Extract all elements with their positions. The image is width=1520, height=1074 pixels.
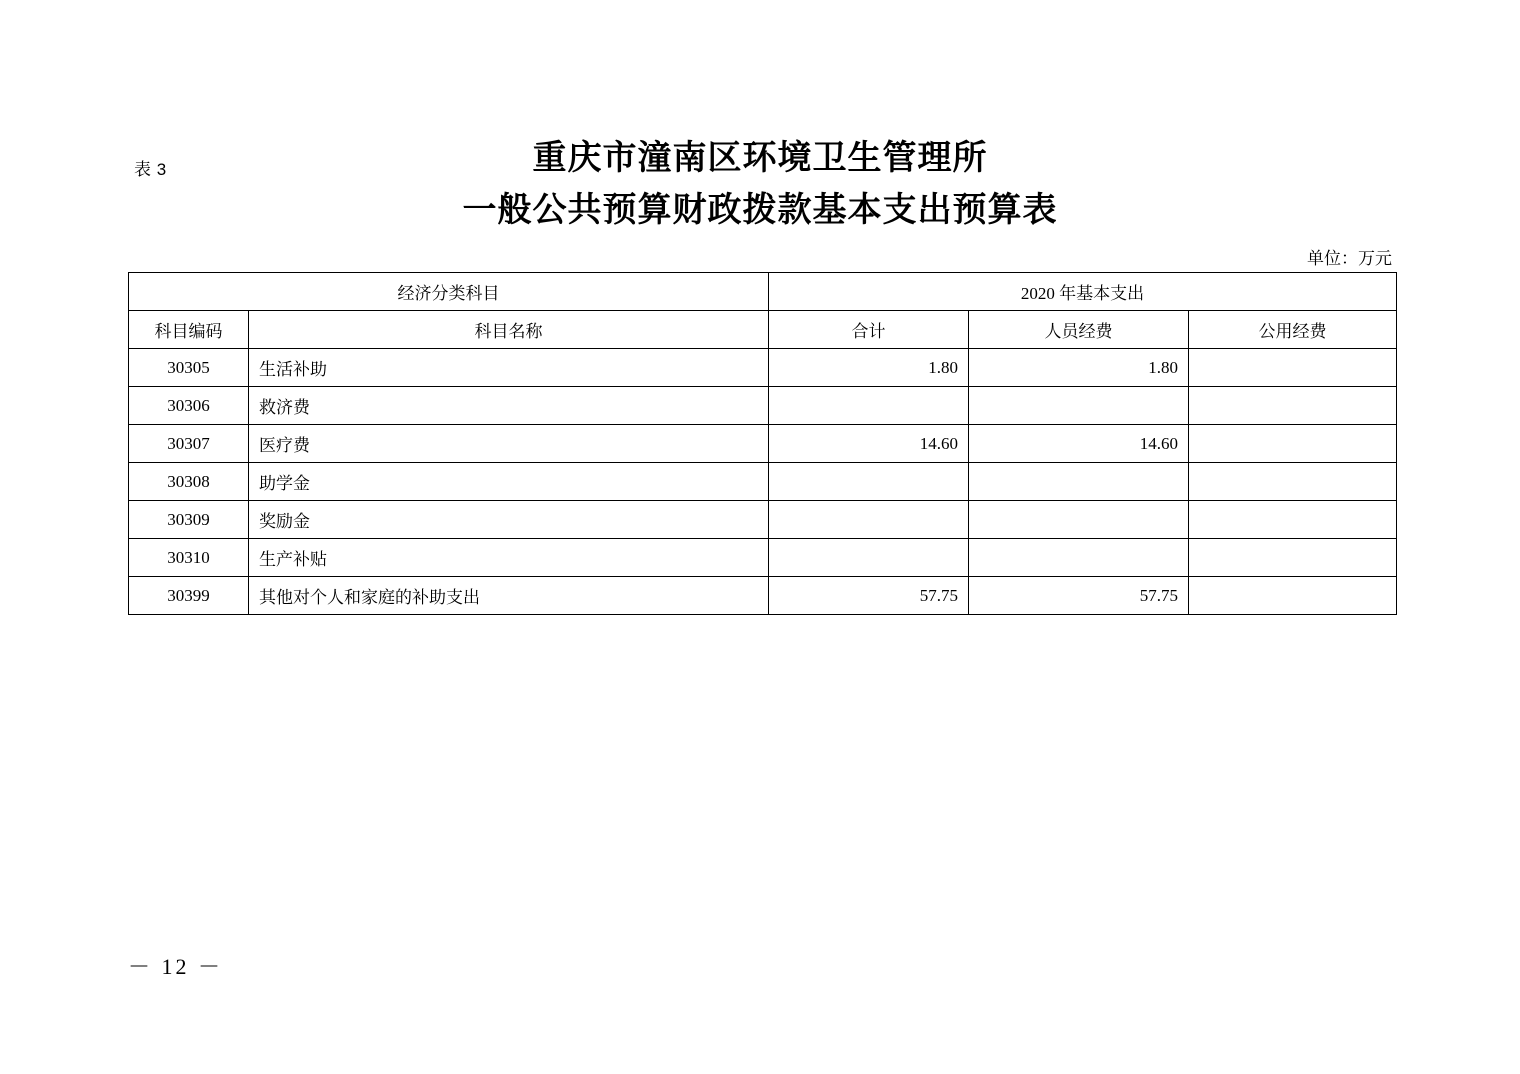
title-line-1: 重庆市潼南区环境卫生管理所 (532, 139, 988, 177)
cell-public (1189, 501, 1397, 539)
cell-personnel: 14.60 (969, 425, 1189, 463)
cell-code: 30308 (129, 463, 249, 501)
table-header-row (129, 311, 1397, 349)
cell-public (1189, 425, 1397, 463)
cell-public (1189, 349, 1397, 387)
cell-code: 30399 (129, 577, 249, 615)
cell-total (769, 501, 969, 539)
header-total: 合计 (769, 311, 969, 349)
header-category-group: 经济分类科目 (129, 273, 769, 311)
cell-total (769, 387, 969, 425)
table-row (129, 387, 1397, 425)
table-row (129, 577, 1397, 615)
cell-total: 14.60 (769, 425, 969, 463)
cell-name: 其他对个人和家庭的补助支出 (249, 577, 769, 615)
unit-note: 单位：万元 (1307, 249, 1392, 268)
cell-name: 生产补贴 (249, 539, 769, 577)
cell-code: 30306 (129, 387, 249, 425)
cell-personnel: 57.75 (969, 577, 1189, 615)
page-title (0, 132, 1520, 236)
cell-total (769, 463, 969, 501)
cell-name: 生活补助 (249, 349, 769, 387)
header-public: 公用经费 (1189, 311, 1397, 349)
cell-personnel (969, 387, 1189, 425)
table-row (129, 463, 1397, 501)
title-line-2: 一般公共预算财政拨款基本支出预算表 (462, 191, 1058, 229)
header-personnel: 人员经费 (969, 311, 1189, 349)
cell-name: 医疗费 (249, 425, 769, 463)
table-row (129, 501, 1397, 539)
cell-personnel (969, 463, 1189, 501)
cell-code: 30305 (129, 349, 249, 387)
table-row (129, 425, 1397, 463)
cell-name: 救济费 (249, 387, 769, 425)
budget-table-container (128, 272, 1396, 615)
table-row (129, 349, 1397, 387)
budget-table (128, 272, 1397, 615)
page-number: － 12 － (128, 954, 224, 979)
cell-code: 30309 (129, 501, 249, 539)
header-name: 科目名称 (249, 311, 769, 349)
sheet-label: 表 3 (134, 160, 167, 179)
cell-total (769, 539, 969, 577)
header-code: 科目编码 (129, 311, 249, 349)
table-row (129, 539, 1397, 577)
cell-public (1189, 539, 1397, 577)
cell-personnel (969, 501, 1189, 539)
cell-name: 奖励金 (249, 501, 769, 539)
cell-name: 助学金 (249, 463, 769, 501)
table-header-group-row (129, 273, 1397, 311)
cell-total: 1.80 (769, 349, 969, 387)
cell-public (1189, 577, 1397, 615)
cell-public (1189, 387, 1397, 425)
cell-public (1189, 463, 1397, 501)
cell-personnel (969, 539, 1189, 577)
cell-code: 30310 (129, 539, 249, 577)
header-year-expenditure-group: 2020 年基本支出 (769, 273, 1397, 311)
cell-total: 57.75 (769, 577, 969, 615)
cell-code: 30307 (129, 425, 249, 463)
cell-personnel: 1.80 (969, 349, 1189, 387)
